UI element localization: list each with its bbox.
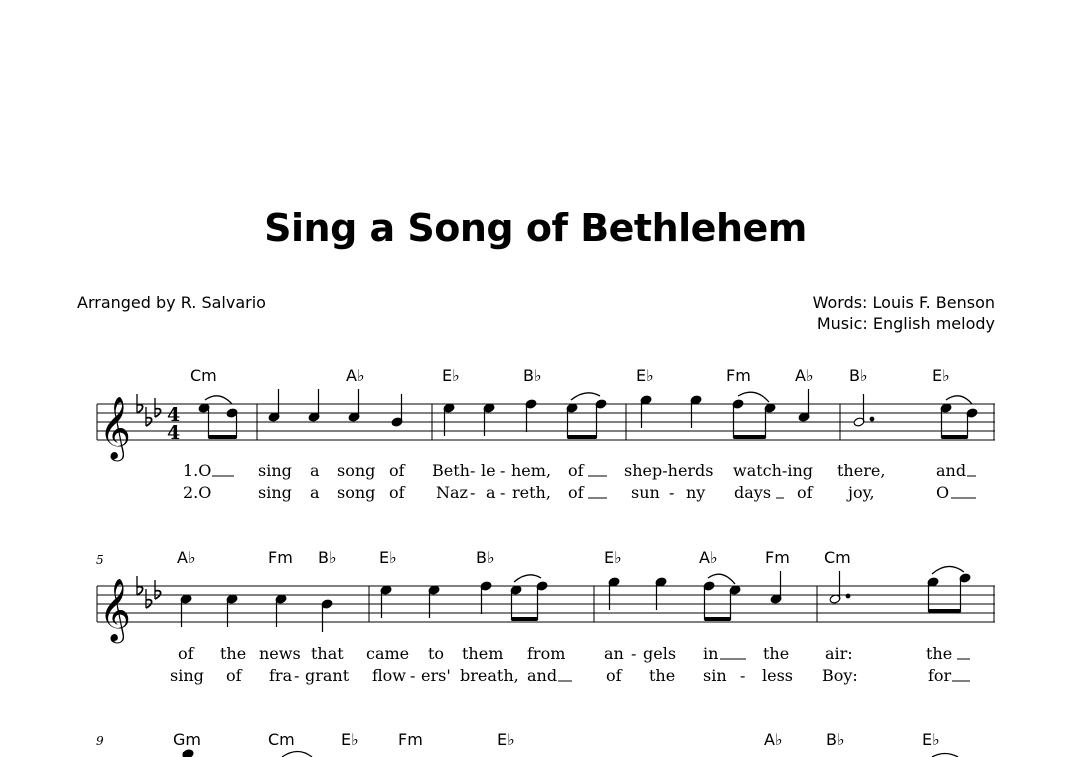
flat-icon [155, 580, 161, 599]
lyric-syllable: 1.O [183, 461, 212, 480]
staff-system-1 [97, 366, 995, 502]
music-credit: Music: English melody [816, 314, 995, 333]
chord-symbol: E♭ [932, 366, 950, 385]
lyric-syllable: Beth [432, 461, 470, 480]
lyric-syllable: the [649, 666, 676, 685]
lyric-syllable: and [527, 666, 558, 685]
lyric-syllable: ers' [421, 666, 451, 685]
lyric-syllable: less [762, 666, 794, 685]
lyric-syllable: Naz [436, 483, 468, 502]
chord-symbol: Fm [765, 548, 790, 567]
chord-symbol: Cm [190, 366, 217, 385]
lyric-syllable: gels [643, 644, 677, 663]
lyric-syllable: watch-ing [733, 461, 813, 480]
lyric-syllable: the [763, 644, 790, 663]
lyric-hyphen: - [631, 644, 637, 663]
chord-symbol: B♭ [523, 366, 542, 385]
lyric-syllable: days [734, 483, 772, 502]
lyric-syllable: O [936, 483, 950, 502]
lyric-syllable: to [428, 644, 445, 663]
lyric-syllable: of [389, 483, 405, 502]
lyric-syllable: flow [372, 666, 406, 685]
lyric-hyphen: - [669, 483, 675, 502]
measure-number: 5 [96, 553, 104, 567]
lyric-syllable: song [337, 461, 376, 480]
chord-symbol: B♭ [826, 730, 845, 749]
lyric-syllable: fra [269, 666, 293, 685]
lyric-syllable: from [527, 644, 566, 663]
lyric-syllable: in [703, 644, 719, 663]
staff-system-3 [96, 730, 958, 757]
lyric-syllable: the [220, 644, 247, 663]
lyric-hyphen: - [294, 666, 300, 685]
lyric-syllable: breath, [460, 666, 519, 685]
arranger-credit: Arranged by R. Salvario [77, 293, 266, 312]
lyric-syllable: there, [837, 461, 886, 480]
lyric-syllable: sing [258, 461, 292, 480]
lyric-syllable: of [389, 461, 405, 480]
lyric-syllable: hem, [511, 461, 552, 480]
treble-clef-icon: 𝄞 [99, 396, 131, 459]
flat-icon [146, 407, 152, 426]
lyric-syllable: reth, [512, 483, 551, 502]
lyric-syllable: of [606, 666, 622, 685]
lyric-syllable: a [310, 483, 320, 502]
lyric-syllable: of [797, 483, 813, 502]
lyric-syllable: news [259, 644, 301, 663]
chord-symbol: E♭ [604, 548, 622, 567]
chord-symbol: B♭ [849, 366, 868, 385]
chord-symbol: A♭ [795, 366, 814, 385]
chord-symbol: A♭ [346, 366, 365, 385]
lyric-syllable: grant [305, 666, 350, 685]
chord-symbol: E♭ [341, 730, 359, 749]
chord-symbol: Fm [268, 548, 293, 567]
chord-symbol: B♭ [318, 548, 337, 567]
chord-symbol: A♭ [699, 548, 718, 567]
lyric-syllable: sin [703, 666, 727, 685]
flat-icon [146, 589, 152, 608]
chord-symbol: Cm [824, 548, 851, 567]
lyric-syllable: sun [631, 483, 660, 502]
time-signature-denominator: 4 [167, 422, 181, 444]
song-title: Sing a Song of Bethlehem [264, 206, 807, 250]
lyric-syllable: of [226, 666, 242, 685]
lyric-syllable: of [568, 461, 584, 480]
lyric-syllable: a [486, 483, 496, 502]
lyric-hyphen: - [470, 483, 476, 502]
measure-number: 9 [96, 734, 104, 748]
lyric-syllable: le [481, 461, 496, 480]
lyric-syllable: and [936, 461, 967, 480]
lyric-syllable: of [178, 644, 194, 663]
lyric-syllable: joy, [848, 483, 875, 502]
lyric-syllable: Boy: [822, 666, 858, 685]
lyric-syllable: ny [686, 483, 706, 502]
time-signature-numerator: 4 [167, 404, 181, 426]
chord-symbol: A♭ [177, 548, 196, 567]
chord-symbol: Fm [398, 730, 423, 749]
staff-system-2 [96, 548, 995, 685]
lyric-syllable: that [311, 644, 344, 663]
lyric-hyphen: - [500, 461, 506, 480]
lyrics-verse-1 [178, 644, 970, 663]
lyric-syllable: an [604, 644, 624, 663]
lyric-hyphen: - [470, 461, 476, 480]
lyric-syllable: of [568, 483, 584, 502]
lyric-hyphen: - [500, 483, 506, 502]
flat-icon [155, 398, 161, 417]
lyrics-verse-2 [170, 666, 970, 685]
lyric-syllable: them [462, 644, 504, 663]
lyric-syllable: came [366, 644, 410, 663]
chord-symbol: Fm [726, 366, 751, 385]
lyric-syllable: the [926, 644, 953, 663]
lyrics-verse-2 [183, 483, 976, 502]
treble-clef-icon: 𝄞 [99, 578, 131, 641]
lyric-syllable: for [928, 666, 952, 685]
lyric-hyphen: - [740, 666, 746, 685]
lyric-syllable: sing [170, 666, 204, 685]
lyric-syllable: sing [258, 483, 292, 502]
chord-symbol: Gm [173, 730, 201, 749]
chord-symbol: E♭ [636, 366, 654, 385]
chord-symbol: E♭ [922, 730, 940, 749]
lyric-syllable: shep-herds [624, 461, 714, 480]
chord-symbol: E♭ [379, 548, 397, 567]
chord-symbol: A♭ [764, 730, 783, 749]
chord-symbol: E♭ [497, 730, 515, 749]
chord-symbol: E♭ [442, 366, 460, 385]
lyric-syllable: song [337, 483, 376, 502]
lyrics-verse-1 [183, 461, 976, 480]
lyric-syllable: air: [825, 644, 853, 663]
lyric-syllable: a [310, 461, 320, 480]
chord-symbol: Cm [268, 730, 295, 749]
lyric-syllable: 2.O [183, 483, 212, 502]
chord-symbol: B♭ [476, 548, 495, 567]
lyric-hyphen: - [410, 666, 416, 685]
words-credit: Words: Louis F. Benson [812, 293, 995, 312]
